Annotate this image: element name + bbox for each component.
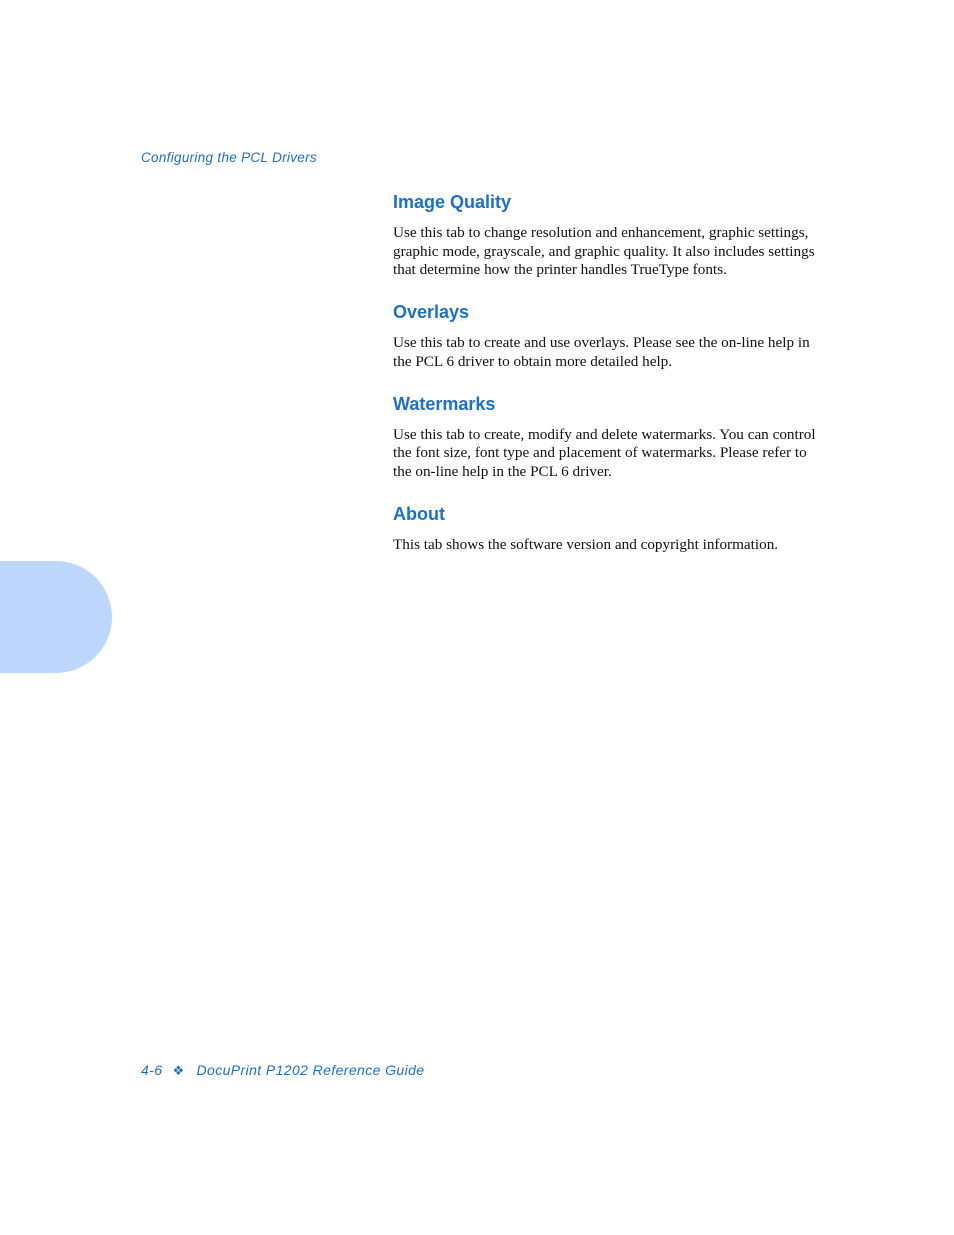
page-footer xyxy=(141,1062,424,1079)
chapter-tab-marker xyxy=(0,561,112,673)
main-content xyxy=(393,191,818,575)
section-heading: Watermarks xyxy=(393,393,496,414)
section-heading: Overlays xyxy=(393,302,470,323)
section-heading: About xyxy=(393,503,445,524)
diamond-separator-icon: ❖ xyxy=(172,1063,185,1078)
section-overlays xyxy=(393,301,818,371)
guide-title: DocuPrint P1202 Reference Guide xyxy=(196,1062,425,1078)
running-header: Configuring the PCL Drivers xyxy=(141,150,317,165)
section-body: Use this tab to create and use overlays. Please see the on-line help in the PCL 6 driver to obtain more detailed help. xyxy=(393,334,810,370)
section-body: This tab shows the software version and copyright information. xyxy=(393,535,779,553)
section-body: Use this tab to create, modify and delete watermarks. You can control the font size, font type and placement of watermarks. Please refer to the on-line help in the PCL 6 driver. xyxy=(393,425,816,480)
page-number: 4-6 xyxy=(141,1062,163,1078)
section-body: Use this tab to change resolution and enhancement, graphic settings, graphic mode, grayscale, and graphic quality. It also includes settings that determine how the printer handles TrueType fonts. xyxy=(393,224,815,279)
section-watermarks xyxy=(393,393,818,482)
section-heading: Image Quality xyxy=(393,192,512,212)
section-about xyxy=(393,503,818,555)
section-image-quality xyxy=(393,191,818,280)
